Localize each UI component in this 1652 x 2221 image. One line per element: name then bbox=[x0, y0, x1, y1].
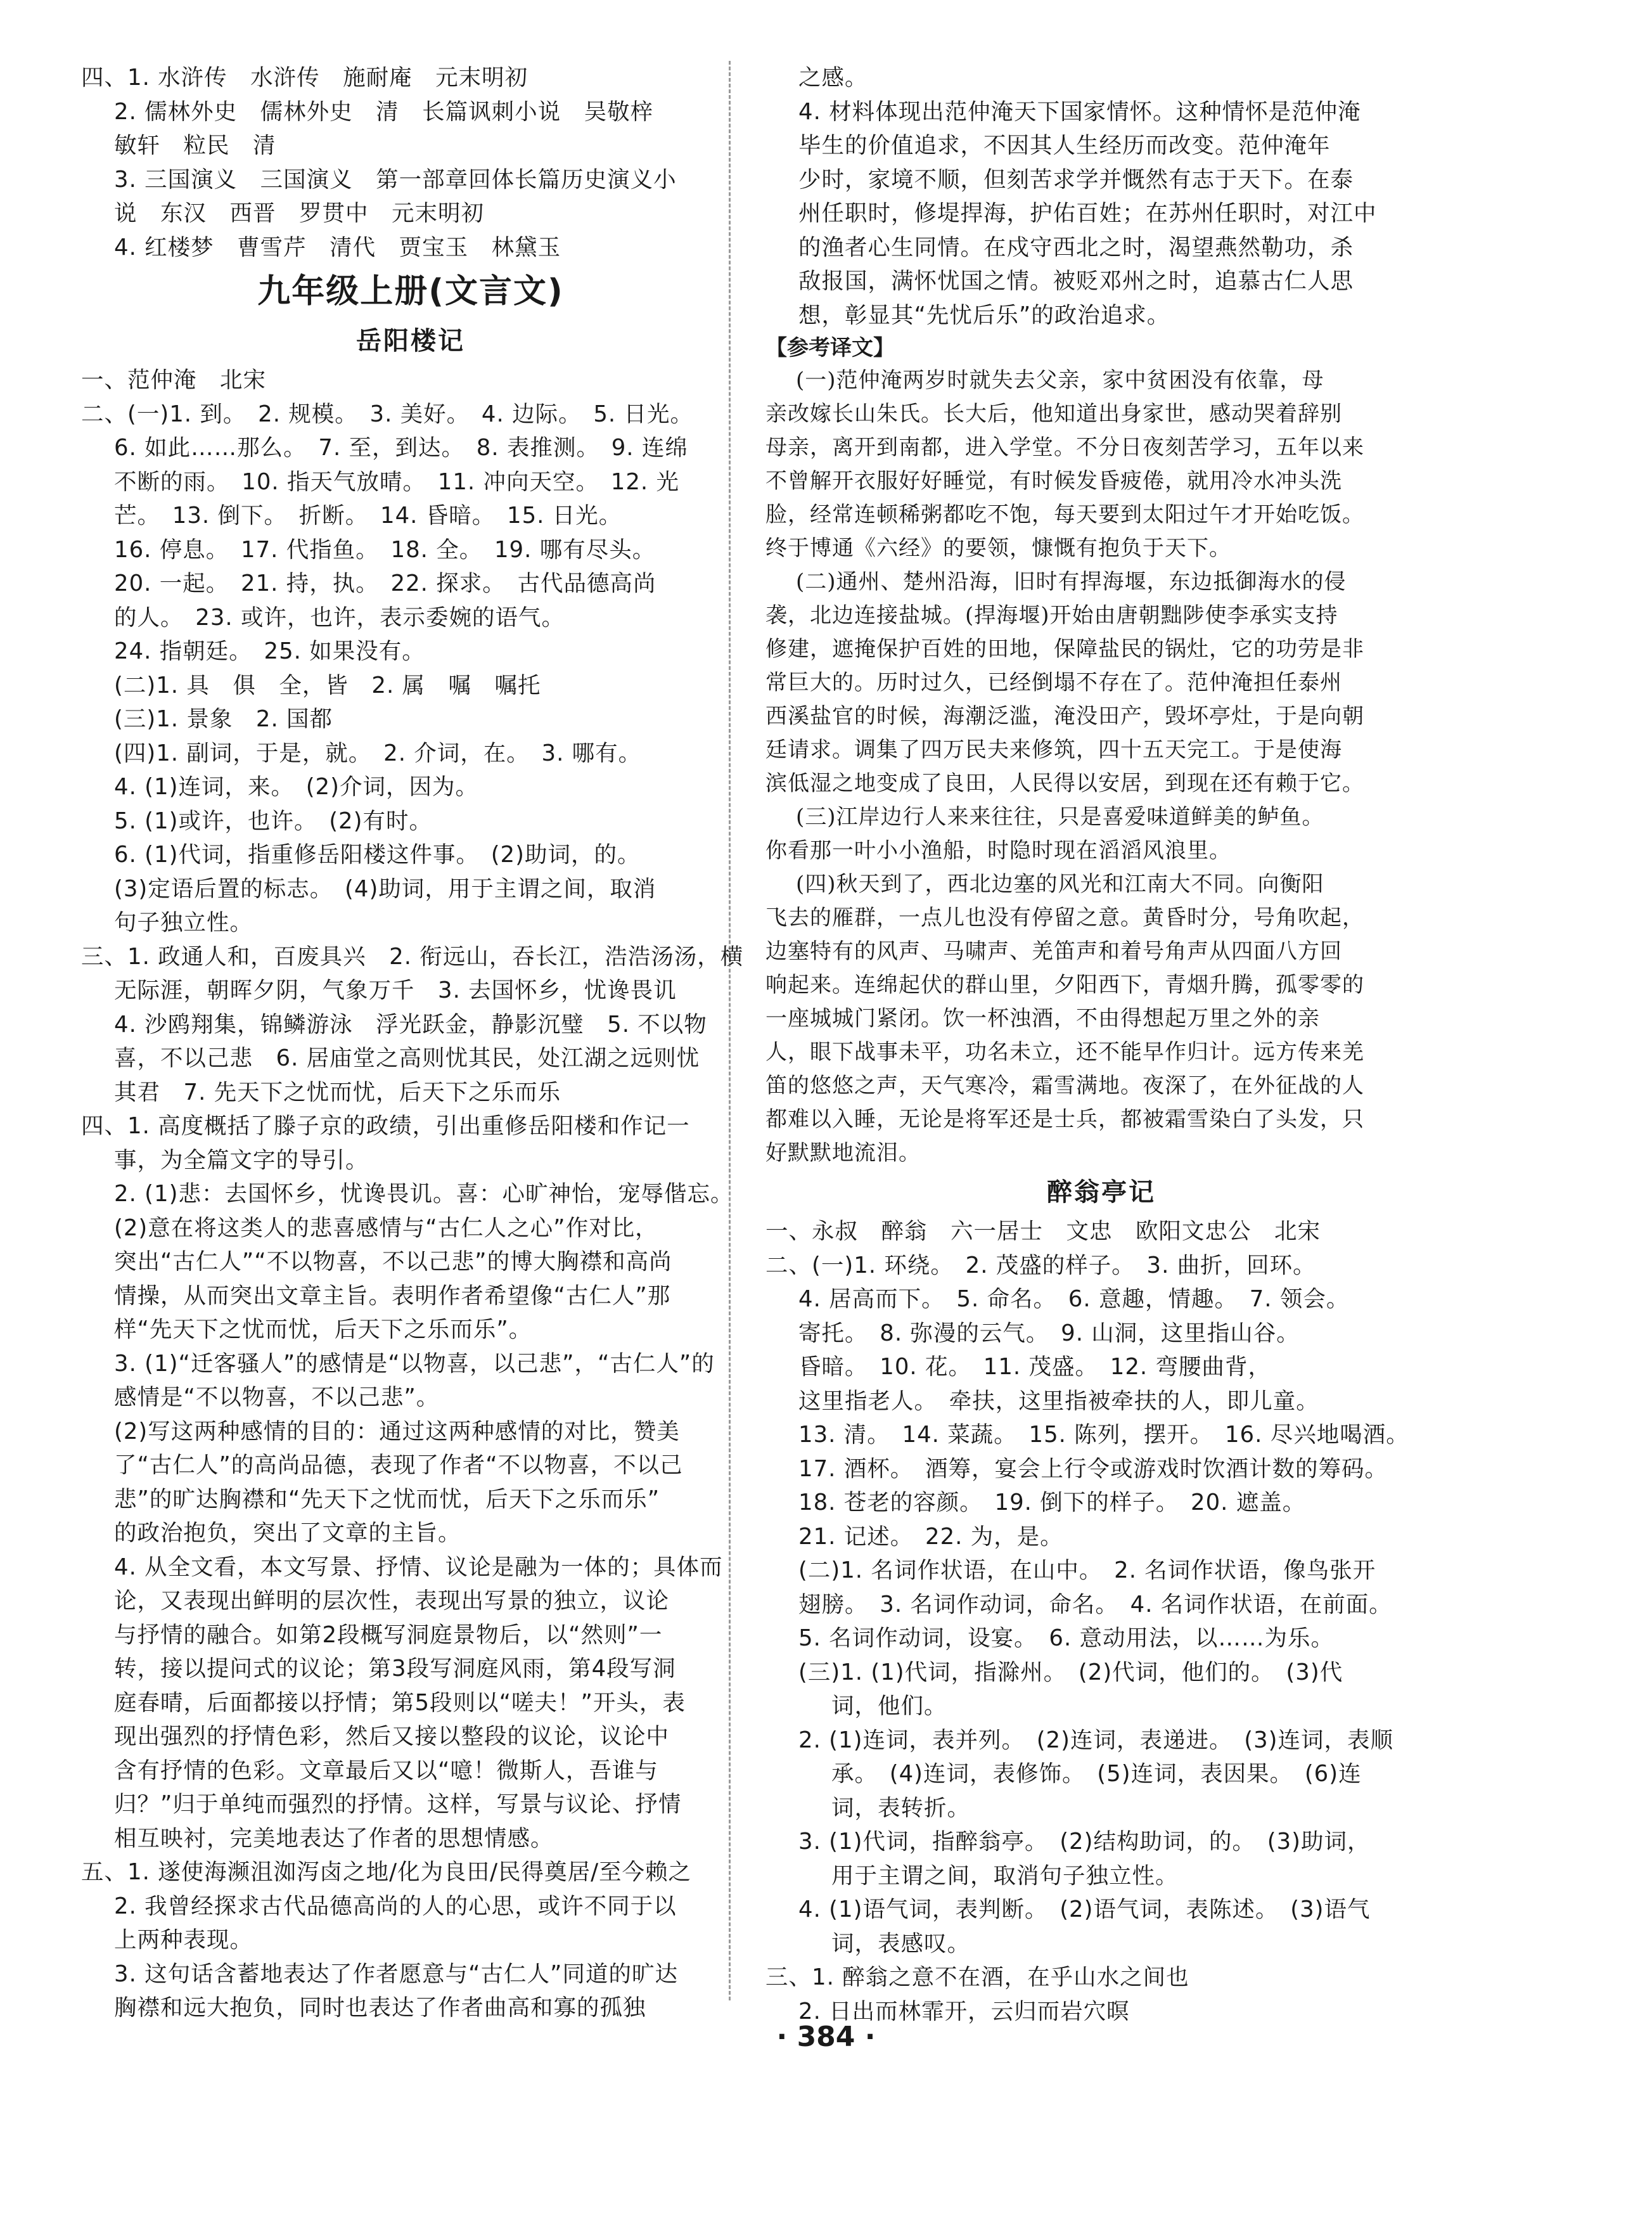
translation-line: 一座城城门紧闭。饮一杯浊酒，不由得想起万里之外的亲 bbox=[765, 1006, 1320, 1031]
answer-line: 6. 如此……那么。 7. 至，到达。 8. 表推测。 9. 连绵 bbox=[114, 435, 688, 461]
answer-line: 承。 (4)连词，表修饰。 (5)连词，表因果。 (6)连 bbox=[831, 1761, 1362, 1787]
answer-line: 用于主谓之间，取消句子独立性。 bbox=[831, 1862, 1179, 1889]
answer-line: 24. 指朝廷。 25. 如果没有。 bbox=[114, 638, 425, 664]
translation-line: 笛的悠悠之声，天气寒冷，霜雪满地。夜深了，在外征战的人 bbox=[765, 1073, 1364, 1098]
answer-line: 悲”的旷达胸襟和“先天下之忧而忧，后天下之乐而乐” bbox=[114, 1486, 660, 1512]
answer-line: 不断的雨。 10. 指天气放晴。 11. 冲向天空。 12. 光 bbox=[114, 468, 679, 495]
answer-line: 2. 儒林外史 儒林外史 清 长篇讽刺小说 吴敬梓 bbox=[114, 98, 654, 125]
answer-line: (二)1. 名词作状语，在山中。 2. 名词作状语，像鸟张开 bbox=[798, 1557, 1376, 1583]
answer-line: 情操，从而突出文章主旨。表明作者希望像“古仁人”那 bbox=[114, 1282, 671, 1309]
answer-line: 与抒情的融合。如第2段概写洞庭景物后，以“然则”一 bbox=[114, 1621, 663, 1648]
article-title-yueyanglou: 岳阳楼记 bbox=[356, 326, 465, 356]
answer-line: (3)定语后置的标志。 (4)助词，用于主谓之间，取消 bbox=[114, 875, 656, 902]
translation-line: 好默默地流泪。 bbox=[765, 1140, 921, 1166]
answer-line: 6. (1)代词，指重修岳阳楼这件事。 (2)助词，的。 bbox=[114, 842, 641, 868]
answer-line: 16. 停息。 17. 代指鱼。 18. 全。 19. 哪有尽头。 bbox=[114, 536, 656, 563]
answer-line: 4. 沙鸥翔集，锦鳞游泳 浮光跃金，静影沉璧 5. 不以物 bbox=[114, 1011, 707, 1038]
translation-line: 修建，遮掩保护百姓的田地，保障盐民的锅灶，它的功劳是非 bbox=[765, 636, 1364, 662]
answer-line: 4. 从全文看，本文写景、抒情、议论是融为一体的；具体而 bbox=[114, 1554, 723, 1580]
answer-line: (2)写这两种感情的目的：通过这两种感情的对比，赞美 bbox=[114, 1418, 680, 1445]
answer-line: 敌报国，满怀忧国之情。被贬邓州之时，追慕古仁人思 bbox=[798, 268, 1354, 294]
answer-line: 含有抒情的色彩。文章最后又以“噫！微斯人，吾谁与 bbox=[114, 1757, 658, 1784]
translation-line: (二)通州、楚州沿海，旧时有捍海堰，东边抵御海水的侵 bbox=[796, 569, 1347, 595]
answer-line: 20. 一起。 21. 持，执。 22. 探求。 古代品德高尚 bbox=[114, 570, 656, 596]
left-column bbox=[81, 61, 744, 2025]
answer-line: 四、1. 水浒传 水浒传 施耐庵 元末明初 bbox=[81, 65, 528, 91]
reference-translation-heading: 【参考译文】 bbox=[765, 335, 895, 361]
translation-line: 袭，北边连接盐城。(捍海堰)开始由唐朝黜陟使李承实支持 bbox=[765, 603, 1338, 628]
answer-line: 17. 酒杯。 酒筹，宴会上行令或游戏时饮酒计数的筹码。 bbox=[798, 1455, 1388, 1482]
answer-line: 2. (1)悲：去国怀乡，忧谗畏讥。喜：心旷神怡，宠辱偕忘。 bbox=[114, 1181, 734, 1207]
translation-line: 滨低湿之地变成了良田，人民得以安居，到现在还有赖于它。 bbox=[765, 771, 1364, 796]
answer-line: 了“古仁人”的高尚品德，表现了作者“不以物喜，不以己 bbox=[114, 1452, 683, 1478]
answer-line: 词，表感叹。 bbox=[831, 1930, 971, 1957]
answer-line: (三)1. 景象 2. 国都 bbox=[114, 706, 333, 732]
answer-line: 敏轩 粒民 清 bbox=[114, 132, 276, 158]
answer-line: 二、(一)1. 环绕。 2. 茂盛的样子。 3. 曲折，回环。 bbox=[765, 1252, 1316, 1278]
translation-line: 常巨大的。历时过久，已经倒塌不存在了。范仲淹担任泰州 bbox=[765, 670, 1342, 695]
answer-line: 3. 三国演义 三国演义 第一部章回体长篇历史演义小 bbox=[114, 166, 677, 193]
answer-line: 2. 日出而林霏开，云归而岩穴暝 bbox=[798, 1998, 1130, 2025]
answer-line: 4. 居高而下。 5. 命名。 6. 意趣，情趣。 7. 领会。 bbox=[798, 1286, 1350, 1312]
answer-line: 五、1. 遂使海濒沮洳泻卤之地/化为良田/民得奠居/至今赖之 bbox=[81, 1859, 692, 1885]
answer-line: 论，又表现出鲜明的层次性，表现出写景的独立，议论 bbox=[114, 1588, 670, 1614]
answer-line: 词，他们。 bbox=[831, 1693, 947, 1719]
left-top-block bbox=[81, 61, 740, 264]
answer-line: 州任职时，修堤捍海，护佑百姓；在苏州任职时，对江中 bbox=[798, 200, 1377, 226]
answer-line: 一、范仲淹 北宋 bbox=[81, 367, 267, 393]
zuiwengting-answers bbox=[765, 1214, 1437, 2028]
answer-line: (2)意在将这类人的悲喜感情与“古仁人之心”作对比， bbox=[114, 1214, 658, 1241]
answer-line: 5. 名词作动词，设宴。 6. 意动用法，以……为乐。 bbox=[798, 1625, 1335, 1651]
answer-line: 其君 7. 先天下之忧而忧，后天下之乐而乐 bbox=[114, 1079, 561, 1105]
answer-line: 寄托。 8. 弥漫的云气。 9. 山洞，这里指山谷。 bbox=[798, 1320, 1300, 1346]
translation-line: 边塞特有的风声、马啸声、羌笛声和着号角声从四面八方回 bbox=[765, 939, 1342, 964]
answer-line: (三)1. (1)代词，指滁州。 (2)代词，他们的。 (3)代 bbox=[798, 1659, 1343, 1685]
answer-line: 喜，不以己悲 6. 居庙堂之高则忧其民，处江湖之远则忧 bbox=[114, 1045, 700, 1071]
translation-line: 不曾解开衣服好好睡觉，有时候发昏疲倦，就用冷水冲头洗 bbox=[765, 468, 1342, 494]
answer-line: 2. 我曾经探求古代品德高尚的人的心思，或许不同于以 bbox=[114, 1893, 677, 1919]
answer-line: 之感。 bbox=[798, 65, 868, 91]
reference-translation bbox=[765, 364, 1437, 1170]
answer-line: 5. (1)或许，也许。 (2)有时。 bbox=[114, 808, 432, 834]
answer-line: 翅膀。 3. 名词作动词，命名。 4. 名词作状语，在前面。 bbox=[798, 1591, 1392, 1618]
translation-line: 母亲，离开到南都，进入学堂。不分日夜刻苦学习，五年以来 bbox=[765, 435, 1364, 460]
translation-line: 飞去的雁群，一点儿也没有停留之意。黄昏时分，号角吹起， bbox=[765, 905, 1364, 930]
answer-line: 样“先天下之忧而忧，后天下之乐而乐”。 bbox=[114, 1317, 532, 1342]
right-top-block bbox=[765, 61, 1437, 332]
translation-line: 脸，经常连顿稀粥都吃不饱，每天要到太阳过午才开始吃饭。 bbox=[765, 502, 1364, 527]
translation-line: 响起来。连绵起伏的群山里，夕阳西下，青烟升腾，孤零零的 bbox=[765, 972, 1364, 998]
answer-line: 无际涯，朝晖夕阴，气象万千 3. 去国怀乡，忧谗畏讥 bbox=[114, 977, 677, 1003]
article-title-zuiwengting: 醉翁亭记 bbox=[1047, 1178, 1156, 1207]
answer-line: 2. (1)连词，表并列。 (2)连词，表递进。 (3)连词，表顺 bbox=[798, 1727, 1394, 1753]
answer-line: 芒。 13. 倒下。 折断。 14. 昏暗。 15. 日光。 bbox=[114, 503, 622, 529]
answer-line: (二)1. 具 俱 全，皆 2. 属 嘱 嘱托 bbox=[114, 672, 541, 698]
answer-line: 这里指老人。 牵扶，这里指被牵扶的人，即儿童。 bbox=[798, 1387, 1319, 1414]
translation-line: 西溪盐官的时候，海潮泛滥，淹没田产，毁坏亭灶，于是向朝 bbox=[765, 704, 1364, 729]
yueyanglou-answers bbox=[81, 363, 744, 2025]
translation-line: 人，眼下战事未平，功名未立，还不能早作归计。远方传来羌 bbox=[765, 1040, 1364, 1065]
answer-line: 胸襟和远大抱负，同时也表达了作者曲高和寡的孤独 bbox=[114, 1995, 646, 2021]
page-number: · 384 · bbox=[776, 2021, 876, 2053]
answer-line: 3. (1)“迁客骚人”的感情是“以物喜，以己悲”，“古仁人”的 bbox=[114, 1350, 715, 1377]
answer-line: 少时，家境不顺，但刻苦求学并慨然有志于天下。在泰 bbox=[798, 166, 1354, 193]
answer-line: 上两种表现。 bbox=[114, 1927, 253, 1953]
answer-line: 4. 材料体现出范仲淹天下国家情怀。这种情怀是范仲淹 bbox=[798, 98, 1361, 125]
answer-line: 相互映衬，完美地表达了作者的思想情感。 bbox=[114, 1825, 554, 1851]
translation-line: 廷请求。调集了四万民夫来修筑，四十五天完工。于是使海 bbox=[765, 737, 1342, 763]
answer-line: 转，接以提问式的议论；第3段写洞庭风雨，第4段写洞 bbox=[114, 1656, 676, 1682]
answer-line: 想，彰显其“先忧后乐”的政治追求。 bbox=[798, 302, 1170, 328]
translation-line: 终于博通《六经》的要领，慷慨有抱负于天下。 bbox=[765, 536, 1231, 561]
answer-line: 句子独立性。 bbox=[114, 910, 253, 936]
translation-line: 亲改嫁长山朱氏。长大后，他知道出身家世，感动哭着辞别 bbox=[765, 401, 1342, 427]
answer-line: 事，为全篇文字的导引。 bbox=[114, 1147, 369, 1173]
answer-line: 一、永叔 醉翁 六一居士 文忠 欧阳文忠公 北宋 bbox=[765, 1218, 1321, 1244]
translation-line: (一)范仲淹两岁时就失去父亲，家中贫困没有依靠，母 bbox=[796, 368, 1324, 393]
section-title: 九年级上册(文言文) bbox=[257, 273, 564, 311]
answer-line: 的政治抱负，突出了文章的主旨。 bbox=[114, 1520, 461, 1546]
answer-line: 三、1. 政通人和，百废具兴 2. 衔远山，吞长江，浩浩汤汤，横 bbox=[81, 943, 744, 970]
answer-line: 三、1. 醉翁之意不在酒，在乎山水之间也 bbox=[765, 1964, 1189, 1990]
answer-line: 3. 这句话含蓄地表达了作者愿意与“古仁人”同道的旷达 bbox=[114, 1960, 678, 1987]
answer-line: 归？”归于单纯而强烈的抒情。这样，写景与议论、抒情 bbox=[114, 1791, 682, 1817]
translation-line: 你看那一叶小小渔船，时隐时现在滔滔风浪里。 bbox=[765, 838, 1231, 863]
answer-line: 昏暗。 10. 花。 11. 茂盛。 12. 弯腰曲背， bbox=[798, 1354, 1271, 1380]
translation-line: 都难以入睡，无论是将军还是士兵，都被霜雪染白了头发，只 bbox=[765, 1107, 1364, 1132]
answer-line: 词，表转折。 bbox=[831, 1794, 971, 1821]
translation-line: (三)江岸边行人来来往往，只是喜爱味道鲜美的鲈鱼。 bbox=[796, 804, 1324, 830]
answer-line: 3. (1)代词，指醉翁亭。 (2)结构助词，的。 (3)助词， bbox=[798, 1829, 1371, 1855]
answer-line: 感情是“不以物喜，不以己悲”。 bbox=[114, 1384, 440, 1410]
answer-line: (四)1. 副词，于是，就。 2. 介词，在。 3. 哪有。 bbox=[114, 740, 642, 766]
answer-line: 庭春晴，后面都接以抒情；第5段则以“嗟夫！”开头，表 bbox=[114, 1689, 686, 1716]
answer-line: 毕生的价值追求，不因其人生经历而改变。范仲淹年 bbox=[798, 132, 1331, 158]
right-column bbox=[765, 61, 1437, 2028]
answer-line: 21. 记述。 22. 为，是。 bbox=[798, 1523, 1063, 1550]
answer-line: 说 东汉 西晋 罗贯中 元末明初 bbox=[114, 200, 485, 226]
answer-line: 现出强烈的抒情色彩，然后又接以整段的议论，议论中 bbox=[114, 1723, 670, 1749]
answer-line: 4. (1)语气词，表判断。 (2)语气词，表陈述。 (3)语气 bbox=[798, 1896, 1371, 1922]
answer-line: 的人。 23. 或许，也许，表示委婉的语气。 bbox=[114, 604, 565, 631]
answer-line: 13. 清。 14. 菜蔬。 15. 陈列，摆开。 16. 尽兴地喝酒。 bbox=[798, 1422, 1409, 1448]
answer-line: 18. 苍老的容颜。 19. 倒下的样子。 20. 遮盖。 bbox=[798, 1490, 1306, 1516]
answer-line: 4. (1)连词，来。 (2)介词，因为。 bbox=[114, 774, 478, 800]
answer-line: 突出“古仁人”“不以物喜，不以己悲”的博大胸襟和高尚 bbox=[114, 1249, 672, 1275]
answer-line: 二、(一)1. 到。 2. 规模。 3. 美好。 4. 边际。 5. 日光。 bbox=[81, 401, 693, 427]
answer-line: 四、1. 高度概括了滕子京的政绩，引出重修岳阳楼和作记一 bbox=[81, 1113, 690, 1139]
answer-line: 的渔者心生同情。在戍守西北之时，渴望燕然勒功，杀 bbox=[798, 234, 1354, 261]
translation-line: (四)秋天到了，西北边塞的风光和江南大不同。向衡阳 bbox=[796, 872, 1324, 897]
answer-line: 4. 红楼梦 曹雪芹 清代 贾宝玉 林黛玉 bbox=[114, 234, 561, 261]
